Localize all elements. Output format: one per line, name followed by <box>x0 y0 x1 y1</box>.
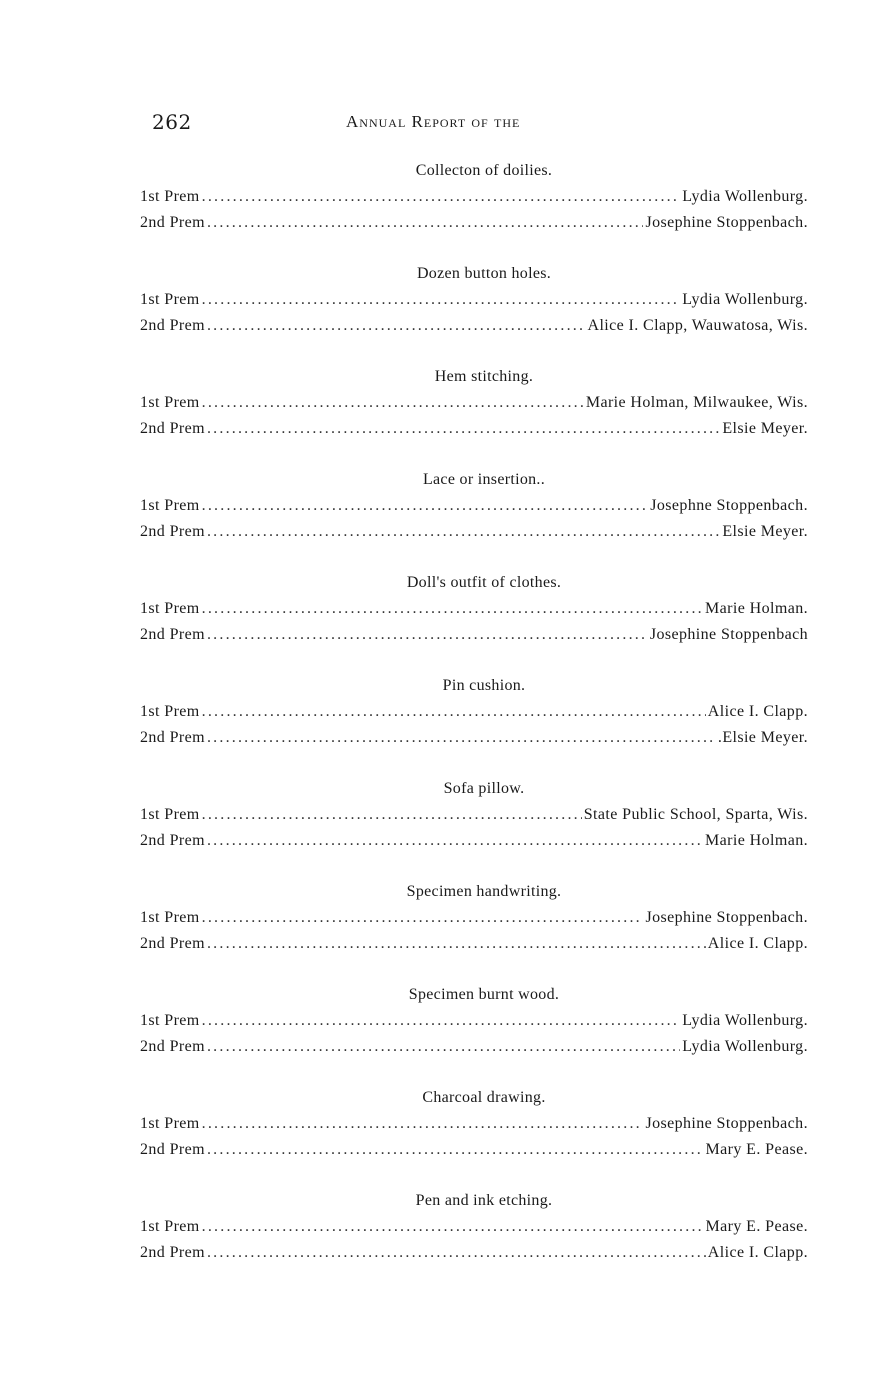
premium-entry <box>140 828 808 854</box>
place-label: 1st Prem <box>140 600 200 617</box>
winner-name: State Public School, Sparta, Wis. <box>583 806 808 823</box>
place-label: 1st Prem <box>140 188 200 205</box>
section-title: Pen and ink etching. <box>415 1192 553 1209</box>
place-label: 1st Prem <box>140 1012 200 1029</box>
winner-name: Lydia Wollenburg. <box>682 1012 808 1029</box>
winner-name: Josephine Stoppenbach. <box>645 909 808 926</box>
section-title: Sofa pillow. <box>443 780 525 797</box>
premium-entry <box>140 1214 808 1240</box>
dot-leader <box>202 1111 644 1137</box>
winner-name: Elsie Meyer. <box>722 419 808 437</box>
running-head: Annual Report of the <box>346 112 521 131</box>
place-label: 1st Prem <box>140 394 200 411</box>
dot-leader <box>207 1240 706 1266</box>
premium-entry <box>140 390 808 416</box>
dot-leader <box>207 416 720 442</box>
premium-entry <box>140 313 808 339</box>
winner-name: Lydia Wollenburg. <box>682 291 808 308</box>
place-label: 1st Prem <box>140 1115 200 1132</box>
premium-entry <box>140 802 808 828</box>
dot-leader <box>202 1214 704 1240</box>
section-title: Specimen handwriting. <box>406 883 562 900</box>
winner-name: Mary E. Pease. <box>705 1218 808 1235</box>
place-label: 2nd Prem <box>140 419 205 437</box>
dot-leader <box>207 622 648 648</box>
premium-section <box>140 879 808 982</box>
place-label: 1st Prem <box>140 1218 200 1235</box>
place-label: 2nd Prem <box>140 1140 205 1158</box>
dot-leader <box>207 725 716 751</box>
dot-leader <box>207 210 643 236</box>
dot-leader <box>202 699 706 725</box>
premium-entry <box>140 725 808 751</box>
winner-name: Marie Holman. <box>705 831 808 849</box>
premium-section <box>140 570 808 673</box>
premium-section <box>140 982 808 1085</box>
section-title: Pin cushion. <box>442 677 526 694</box>
dot-leader <box>202 1008 681 1034</box>
place-label: 1st Prem <box>140 806 200 823</box>
dot-leader <box>207 931 706 957</box>
premium-section <box>140 1188 808 1291</box>
dot-leader <box>207 519 720 545</box>
place-label: 2nd Prem <box>140 1037 205 1055</box>
dot-leader <box>202 390 584 416</box>
premium-section <box>140 364 808 467</box>
premium-list <box>140 158 808 1291</box>
premium-entry <box>140 622 808 648</box>
place-label: 1st Prem <box>140 291 200 308</box>
dot-leader <box>202 184 681 210</box>
place-label: 1st Prem <box>140 497 200 514</box>
winner-name: Marie Holman. <box>705 600 808 617</box>
section-title: Dozen button holes. <box>416 265 552 282</box>
winner-name: Marie Holman, Milwaukee, Wis. <box>585 394 808 411</box>
premium-entry <box>140 519 808 545</box>
premium-entry <box>140 905 808 931</box>
place-label: 2nd Prem <box>140 625 205 643</box>
dot-leader <box>202 905 644 931</box>
premium-entry <box>140 596 808 622</box>
premium-entry <box>140 210 808 236</box>
premium-section <box>140 158 808 261</box>
page-number: 262 <box>152 110 192 134</box>
place-label: 2nd Prem <box>140 728 205 746</box>
dot-leader <box>207 1034 680 1060</box>
winner-name: Alice I. Clapp. <box>707 1243 808 1261</box>
winner-name: Alice I. Clapp, Wauwatosa, Wis. <box>587 316 808 334</box>
section-title: Collecton of doilies. <box>415 162 553 179</box>
place-label: 1st Prem <box>140 909 200 926</box>
place-label: 1st Prem <box>140 703 200 720</box>
premium-entry <box>140 1137 808 1163</box>
place-label: 2nd Prem <box>140 316 205 334</box>
dot-leader <box>202 596 703 622</box>
premium-entry <box>140 1240 808 1266</box>
section-title: Charcoal drawing. <box>422 1089 546 1106</box>
premium-entry <box>140 416 808 442</box>
dot-leader <box>207 1137 704 1163</box>
dot-leader <box>202 493 649 519</box>
section-title: Doll's outfit of clothes. <box>406 574 562 591</box>
premium-entry <box>140 931 808 957</box>
winner-name: Josephne Stoppenbach. <box>650 497 808 514</box>
winner-name: Mary E. Pease. <box>705 1140 808 1158</box>
dot-leader <box>207 313 586 339</box>
winner-name: Josephine Stoppenbach. <box>645 1115 808 1132</box>
premium-entry <box>140 1111 808 1137</box>
place-label: 2nd Prem <box>140 213 205 231</box>
dot-leader <box>202 287 681 313</box>
winner-name: Lydia Wollenburg. <box>682 1037 808 1055</box>
section-title: Specimen burnt wood. <box>408 986 560 1003</box>
section-title: Hem stitching. <box>434 368 534 385</box>
winner-name: Josephine Stoppenbach <box>649 625 808 643</box>
winner-name: .Elsie Meyer. <box>717 728 808 746</box>
premium-section <box>140 261 808 364</box>
premium-entry <box>140 184 808 210</box>
premium-entry <box>140 1008 808 1034</box>
winner-name: Lydia Wollenburg. <box>682 188 808 205</box>
section-title: Lace or insertion.. <box>422 471 546 488</box>
dot-leader <box>202 802 582 828</box>
premium-entry <box>140 699 808 725</box>
page-header <box>152 110 812 140</box>
dot-leader <box>207 828 703 854</box>
winner-name: Elsie Meyer. <box>722 522 808 540</box>
premium-section <box>140 673 808 776</box>
place-label: 2nd Prem <box>140 522 205 540</box>
winner-name: Josephine Stoppenbach. <box>645 213 808 231</box>
winner-name: Alice I. Clapp. <box>707 934 808 952</box>
premium-section <box>140 776 808 879</box>
premium-section <box>140 467 808 570</box>
winner-name: Alice I. Clapp. <box>707 703 808 720</box>
premium-section <box>140 1085 808 1188</box>
place-label: 2nd Prem <box>140 1243 205 1261</box>
premium-entry <box>140 1034 808 1060</box>
place-label: 2nd Prem <box>140 831 205 849</box>
premium-entry <box>140 287 808 313</box>
place-label: 2nd Prem <box>140 934 205 952</box>
premium-entry <box>140 493 808 519</box>
